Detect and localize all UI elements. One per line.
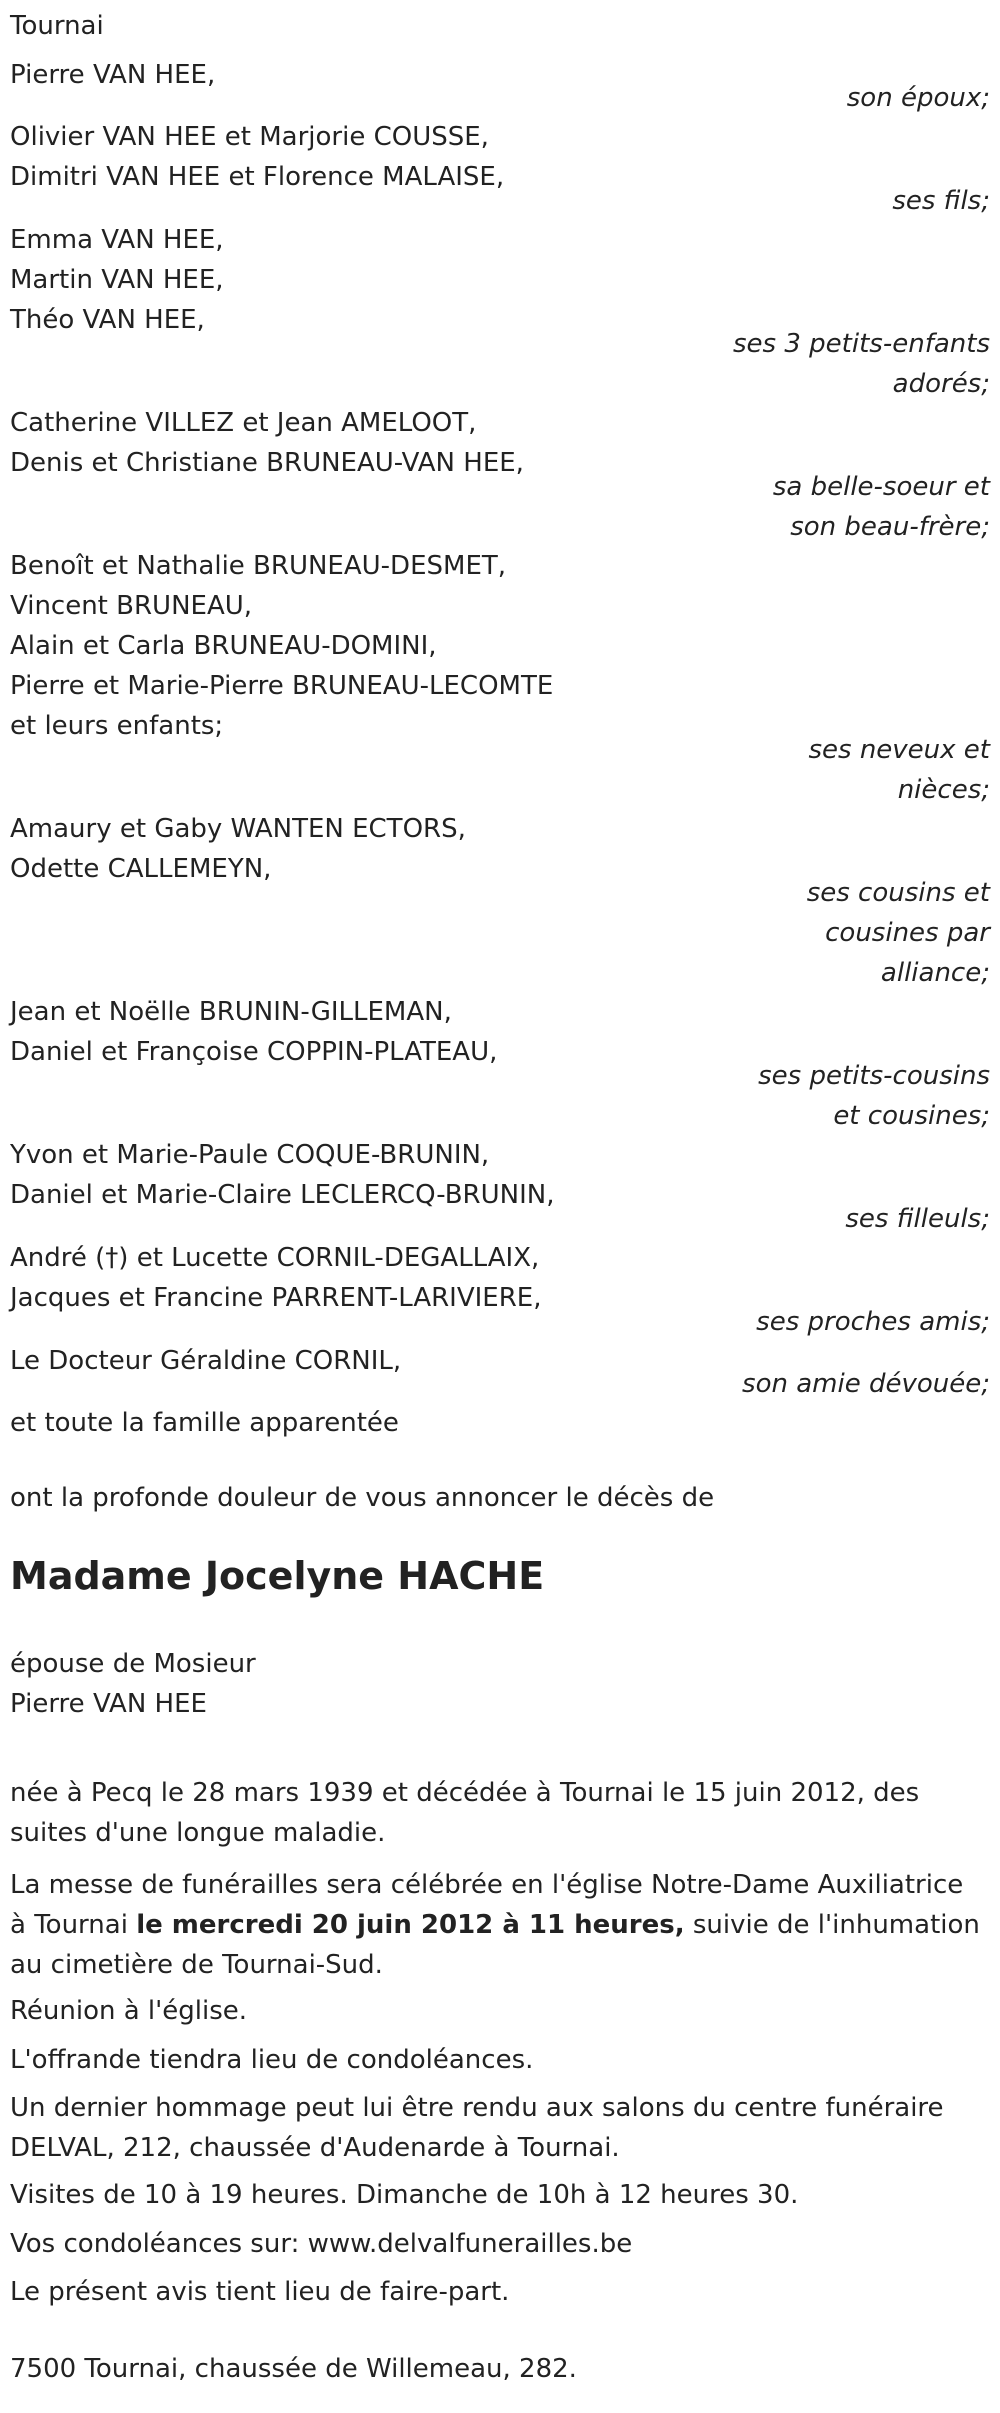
offering-info: L'offrande tiendra lieu de condoléances. [10, 2045, 534, 2075]
relation-second-cousins [758, 1056, 990, 1136]
family-name: Amaury et Gaby WANTEN ECTORS, [10, 814, 466, 844]
family-group-friends [10, 1238, 542, 1318]
relation-grandchildren [733, 324, 990, 404]
family-name: Pierre et Marie-Pierre BRUNEAU-LECOMTE [10, 671, 554, 701]
family-group-godchildren [10, 1135, 554, 1215]
relation-text: ses cousins et [806, 878, 990, 908]
family-group-cousins [10, 809, 466, 889]
relation-text: cousines par [825, 918, 990, 948]
relation-text: alliance; [880, 958, 990, 988]
family-group-spouse [10, 55, 215, 95]
family-name: Pierre VAN HEE, [10, 60, 216, 90]
family-group-in-laws [10, 403, 524, 483]
family-group-second-cousins [10, 992, 497, 1072]
family-name: Yvon et Marie-Paule COQUE-BRUNIN, [10, 1140, 490, 1170]
family-name: Catherine VILLEZ et Jean AMELOOT, [10, 408, 477, 438]
family-name: Martin VAN HEE, [10, 265, 224, 295]
family-group-devoted-friend [10, 1341, 401, 1381]
relation-devoted-friend [742, 1364, 990, 1404]
relation-text: son époux; [846, 83, 990, 113]
family-name: Emma VAN HEE, [10, 225, 224, 255]
notice-info: Le présent avis tient lieu de faire-part. [10, 2277, 510, 2307]
relation-friends [756, 1302, 990, 1342]
relation-text: ses filleuls; [845, 1204, 990, 1234]
relation-text: ses fils; [892, 186, 990, 216]
family-name: Le Docteur Géraldine CORNIL, [10, 1346, 402, 1376]
condolences-info: Vos condoléances sur: www.delvalfunerailles.be [10, 2229, 633, 2259]
family-name: Odette CALLEMEYN, [10, 854, 272, 884]
relation-in-laws [773, 467, 990, 547]
deceased-name: Madame Jocelyne HACHE [10, 1554, 545, 1598]
family-name: Benoît et Nathalie BRUNEAU-DESMET, [10, 551, 507, 581]
mass-text: suivie de l'inhumation au cimetière de Tournai-Sud. [10, 1910, 980, 1980]
visits-info: Visites de 10 à 19 heures. Dimanche de 10h à 12 heures 30. [10, 2180, 799, 2210]
family-name: Daniel et Marie-Claire LECLERCQ-BRUNIN, [10, 1180, 555, 1210]
family-name: Daniel et Françoise COPPIN-PLATEAU, [10, 1037, 498, 1067]
funeral-mass-info [10, 1865, 985, 1985]
relation-text: nièces; [897, 775, 990, 805]
relation-text: ses petits-cousins [758, 1061, 990, 1091]
relation-cousins [807, 873, 990, 993]
tribute-info: Un dernier hommage peut lui être rendu aux salons du centre funéraire DELVAL, 212, chaussée d'Audenarde à Tournai. [10, 2093, 944, 2163]
family-name: Théo VAN HEE, [10, 305, 205, 335]
reunion-info: Réunion à l'église. [10, 1996, 248, 2026]
mass-date: le mercredi 20 juin 2012 à 11 heures, [136, 1910, 685, 1940]
relation-text: ses 3 petits-enfants [733, 329, 990, 359]
family-group-nephews [10, 546, 553, 746]
family-name: Vincent BRUNEAU, [10, 591, 253, 621]
location: Tournai [10, 11, 104, 41]
family-name: Alain et Carla BRUNEAU-DOMINI, [10, 631, 437, 661]
relation-spouse [847, 78, 990, 118]
extended-family: et toute la famille apparentée [10, 1408, 399, 1438]
spouse-line: épouse de Mosieur [10, 1649, 256, 1679]
relation-text: ses proches amis; [756, 1307, 990, 1337]
address: 7500 Tournai, chaussée de Willemeau, 282. [10, 2354, 577, 2384]
family-group-grandchildren [10, 220, 224, 340]
family-name: et leurs enfants; [10, 711, 224, 741]
relation-sons [892, 181, 990, 221]
relation-text: sa belle-soeur et [772, 472, 990, 502]
family-name: Olivier VAN HEE et Marjorie COUSSE, [10, 122, 489, 152]
family-name: André (†) et Lucette CORNIL-DEGALLAIX, [10, 1243, 540, 1273]
relation-text: son amie dévouée; [742, 1369, 990, 1399]
relation-nephews [808, 730, 990, 810]
family-group-sons [10, 117, 504, 197]
relation-text: son beau-frère; [790, 512, 990, 542]
spouse-info [10, 1644, 256, 1724]
relation-text: adorés; [892, 369, 990, 399]
family-name: Dimitri VAN HEE et Florence MALAISE, [10, 162, 505, 192]
announcement: ont la profonde douleur de vous annoncer le décès de [10, 1483, 715, 1513]
family-name: Jacques et Francine PARRENT-LARIVIERE, [10, 1283, 542, 1313]
relation-text: et cousines; [833, 1101, 990, 1131]
spouse-line: Pierre VAN HEE [10, 1689, 207, 1719]
relation-text: ses neveux et [808, 735, 990, 765]
relation-godchildren [845, 1199, 990, 1239]
birth-death-info: née à Pecq le 28 mars 1939 et décédée à Tournai le 15 juin 2012, des suites d'une longue maladie. [10, 1778, 920, 1848]
mass-text: La messe de funérailles sera célébrée en l'église Notre-Dame Auxiliatrice à Tournai [10, 1870, 964, 1940]
family-name: Denis et Christiane BRUNEAU-VAN HEE, [10, 448, 524, 478]
family-name: Jean et Noëlle BRUNIN-GILLEMAN, [10, 997, 452, 1027]
